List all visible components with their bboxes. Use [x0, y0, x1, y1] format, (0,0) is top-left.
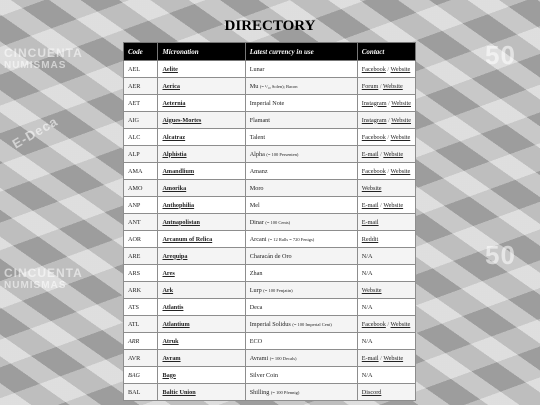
currency-note: (= ¹/₁₀ Solen); Bacon — [259, 83, 298, 89]
cell-contact — [357, 163, 415, 180]
cell-code: AET — [124, 95, 158, 112]
table-row — [124, 299, 416, 316]
micronation-link[interactable]: Anthophilia — [158, 197, 245, 214]
table-row — [124, 214, 416, 231]
cell-code: AEL — [124, 61, 158, 78]
currency-name: Avrami — [249, 354, 269, 362]
cell-currency — [245, 299, 357, 316]
cell-currency — [245, 265, 357, 282]
table-row — [124, 248, 416, 265]
cell-currency — [245, 214, 357, 231]
cell-currency — [245, 95, 357, 112]
currency-note: (= 100 Imperial Cent) — [292, 321, 332, 327]
cell-currency — [245, 180, 357, 197]
currency-name: Imperial Note — [249, 99, 285, 107]
contact-link-facebook[interactable]: Facebook — [361, 133, 386, 141]
currency-name: Imperial Solidus — [249, 320, 291, 328]
currency-name: Moro — [249, 184, 264, 192]
table-row — [124, 163, 416, 180]
currency-name: Flamant — [249, 116, 270, 124]
table-row — [124, 95, 416, 112]
contact-link-website[interactable]: Website — [390, 167, 411, 175]
bg-word: 50 — [485, 40, 516, 70]
cell-currency — [245, 163, 357, 180]
cell-contact — [357, 61, 415, 78]
cell-code: AVR — [124, 350, 158, 367]
cell-contact — [357, 367, 415, 384]
cell-contact — [357, 146, 415, 163]
micronation-link[interactable]: Amorika — [158, 180, 245, 197]
cell-currency — [245, 350, 357, 367]
contact-link-facebook[interactable]: Facebook — [361, 320, 386, 328]
table-row — [124, 265, 416, 282]
cell-contact — [357, 78, 415, 95]
table-row — [124, 367, 416, 384]
cell-code: AMA — [124, 163, 158, 180]
table-row — [124, 197, 416, 214]
contact-na: N/A — [361, 252, 373, 260]
contact-link-website[interactable]: Website — [383, 201, 404, 209]
cell-contact — [357, 129, 415, 146]
cell-code: AMO — [124, 180, 158, 197]
bg-word: NUMISMAS — [4, 280, 67, 291]
cell-contact — [357, 248, 415, 265]
contact-link-website[interactable]: Website — [391, 116, 411, 124]
contact-separator: / — [385, 65, 391, 73]
currency-name: Deca — [249, 303, 263, 311]
micronation-link[interactable]: Aelite — [158, 61, 245, 78]
header-micronation: Micronation — [158, 43, 245, 61]
table-row — [124, 333, 416, 350]
currency-name: Shilling — [249, 388, 270, 396]
contact-separator: / — [378, 150, 384, 158]
contact-separator: / — [378, 82, 383, 90]
contact-link-instagram[interactable]: Instagram — [361, 116, 387, 124]
currency-name: Mu — [249, 82, 259, 90]
cell-contact — [357, 180, 415, 197]
contact-na: N/A — [361, 303, 373, 311]
currency-note: (= 12 Ralls = 720 Fenigs) — [268, 236, 315, 242]
currency-name: ECO — [249, 337, 263, 345]
contact-separator: / — [385, 167, 391, 175]
bg-word: 50 — [485, 240, 516, 270]
contact-link-website[interactable]: Website — [391, 99, 411, 107]
contact-separator: / — [386, 99, 392, 107]
bg-word: E-Deca — [9, 113, 61, 152]
page-title: DIRECTORY — [224, 18, 316, 34]
cell-contact — [357, 95, 415, 112]
table-row — [124, 61, 416, 78]
cell-contact — [357, 299, 415, 316]
contact-link-facebook[interactable]: Facebook — [361, 65, 386, 73]
cell-currency — [245, 61, 357, 78]
contact-link-website[interactable]: Website — [390, 65, 411, 73]
cell-contact — [357, 112, 415, 129]
micronation-link[interactable]: Ark — [158, 282, 245, 299]
cell-contact — [357, 350, 415, 367]
cell-currency — [245, 282, 357, 299]
table-row — [124, 78, 416, 95]
cell-code: ANP — [124, 197, 158, 214]
contact-separator: / — [386, 116, 392, 124]
contact-separator: / — [385, 320, 391, 328]
cell-code: ALC — [124, 129, 158, 146]
micronation-link[interactable]: Alphistia — [158, 146, 245, 163]
bg-word: CINCUENTA — [4, 266, 83, 280]
cell-code: ARK — [124, 282, 158, 299]
header-currency: Latest currency in use — [245, 43, 357, 61]
cell-currency — [245, 316, 357, 333]
table-header-row — [124, 43, 416, 61]
header-contact: Contact — [357, 43, 415, 61]
table-row — [124, 282, 416, 299]
currency-name: Dinar — [249, 218, 264, 226]
micronation-link[interactable]: Antnapolistan — [158, 214, 245, 231]
cell-currency — [245, 231, 357, 248]
contact-separator: / — [385, 133, 391, 141]
currency-name: Talent — [249, 133, 266, 141]
cell-currency — [245, 78, 357, 95]
header-code: Code — [124, 43, 158, 61]
micronation-link[interactable]: Aerica — [158, 78, 245, 95]
table-row — [124, 180, 416, 197]
micronation-link[interactable]: Atlantis — [158, 299, 245, 316]
contact-link-website[interactable]: Website — [382, 82, 403, 90]
micronation-link[interactable]: Ares — [158, 265, 245, 282]
cell-currency — [245, 129, 357, 146]
contact-na: N/A — [361, 269, 373, 277]
contact-link-website[interactable]: Website — [390, 320, 411, 328]
currency-note: (= 100 Decals) — [269, 355, 297, 361]
cell-currency — [245, 146, 357, 163]
contact-link-reddit[interactable]: Reddit — [361, 235, 379, 243]
cell-currency — [245, 197, 357, 214]
cell-code: BAL — [124, 384, 158, 401]
contact-na: N/A — [361, 371, 373, 379]
currency-name: Mel — [249, 201, 260, 209]
contact-link-website[interactable]: Website — [383, 150, 404, 158]
cell-code: AIG — [124, 112, 158, 129]
table-row — [124, 350, 416, 367]
currency-note: (= 100 Fenjatin) — [263, 287, 293, 293]
cell-contact — [357, 231, 415, 248]
contact-link-facebook[interactable]: Facebook — [361, 167, 386, 175]
contact-link-website[interactable]: Website — [361, 286, 382, 294]
table-row — [124, 112, 416, 129]
bg-word: NUMISMAS — [4, 60, 67, 71]
contact-link-forum[interactable]: Forum — [361, 82, 379, 90]
currency-name: Zhan — [249, 269, 263, 277]
contact-link-email[interactable]: E-mail — [361, 354, 379, 362]
contact-na: N/A — [361, 337, 373, 345]
cell-contact — [357, 214, 415, 231]
currency-note: (= 100 Persenten) — [266, 151, 299, 157]
cell-code: AOR — [124, 231, 158, 248]
table-row — [124, 129, 416, 146]
currency-name: Characán de Oro — [249, 252, 292, 260]
contact-separator: / — [378, 354, 384, 362]
micronation-link[interactable]: Avram — [158, 350, 245, 367]
cell-code: ARE — [124, 248, 158, 265]
contact-separator: / — [378, 201, 384, 209]
micronation-link[interactable]: Alcatraz — [158, 129, 245, 146]
table-row — [124, 231, 416, 248]
cell-code: ATS — [124, 299, 158, 316]
micronation-link[interactable]: Amandlium — [158, 163, 245, 180]
currency-name: Amanz — [249, 167, 268, 175]
cell-currency — [245, 367, 357, 384]
directory-table — [123, 42, 416, 401]
cell-code: ATL — [124, 316, 158, 333]
contact-link-email[interactable]: E-mail — [361, 218, 379, 226]
micronation-link[interactable]: Baltic Union — [158, 384, 245, 401]
micronation-link[interactable]: Arcanum of Relica — [158, 231, 245, 248]
cell-contact — [357, 265, 415, 282]
cell-code: BAG — [124, 367, 158, 384]
cell-currency — [245, 112, 357, 129]
cell-contact — [357, 333, 415, 350]
currency-note: (= 100 Pfennig) — [270, 389, 300, 395]
cell-code: ANT — [124, 214, 158, 231]
cell-currency — [245, 384, 357, 401]
table-row — [124, 384, 416, 401]
cell-contact — [357, 384, 415, 401]
cell-currency — [245, 333, 357, 350]
micronation-link[interactable]: Aigues-Mortes — [158, 112, 245, 129]
contact-link-email[interactable]: E-mail — [361, 150, 379, 158]
micronation-link[interactable]: Aeternia — [158, 95, 245, 112]
cell-code: ARR — [124, 333, 158, 350]
currency-name: Arcani — [249, 235, 267, 243]
contact-link-website[interactable]: Website — [390, 133, 411, 141]
currency-name: Lunar — [249, 65, 265, 73]
micronation-link[interactable]: Atruk — [158, 333, 245, 350]
currency-name: Lurp — [249, 286, 262, 294]
micronation-link[interactable]: Atlantium — [158, 316, 245, 333]
contact-link-website[interactable]: Website — [383, 354, 404, 362]
cell-currency — [245, 248, 357, 265]
cell-contact — [357, 197, 415, 214]
contact-link-email[interactable]: E-mail — [361, 201, 379, 209]
table-row — [124, 316, 416, 333]
cell-contact — [357, 316, 415, 333]
cell-code: AER — [124, 78, 158, 95]
currency-note: (= 100 Cents) — [265, 219, 291, 225]
contact-link-website[interactable]: Website — [361, 184, 382, 192]
currency-name: Alpha — [249, 150, 265, 158]
currency-name: Silver Coin — [249, 371, 279, 379]
contact-link-instagram[interactable]: Instagram — [361, 99, 387, 107]
micronation-link[interactable]: Arequipa — [158, 248, 245, 265]
cell-contact — [357, 282, 415, 299]
cell-code: ALP — [124, 146, 158, 163]
table-row — [124, 146, 416, 163]
micronation-link[interactable]: Bago — [158, 367, 245, 384]
bg-word: CINCUENTA — [4, 46, 83, 60]
contact-link-discord[interactable]: Discord — [361, 388, 382, 396]
cell-code: ARS — [124, 265, 158, 282]
